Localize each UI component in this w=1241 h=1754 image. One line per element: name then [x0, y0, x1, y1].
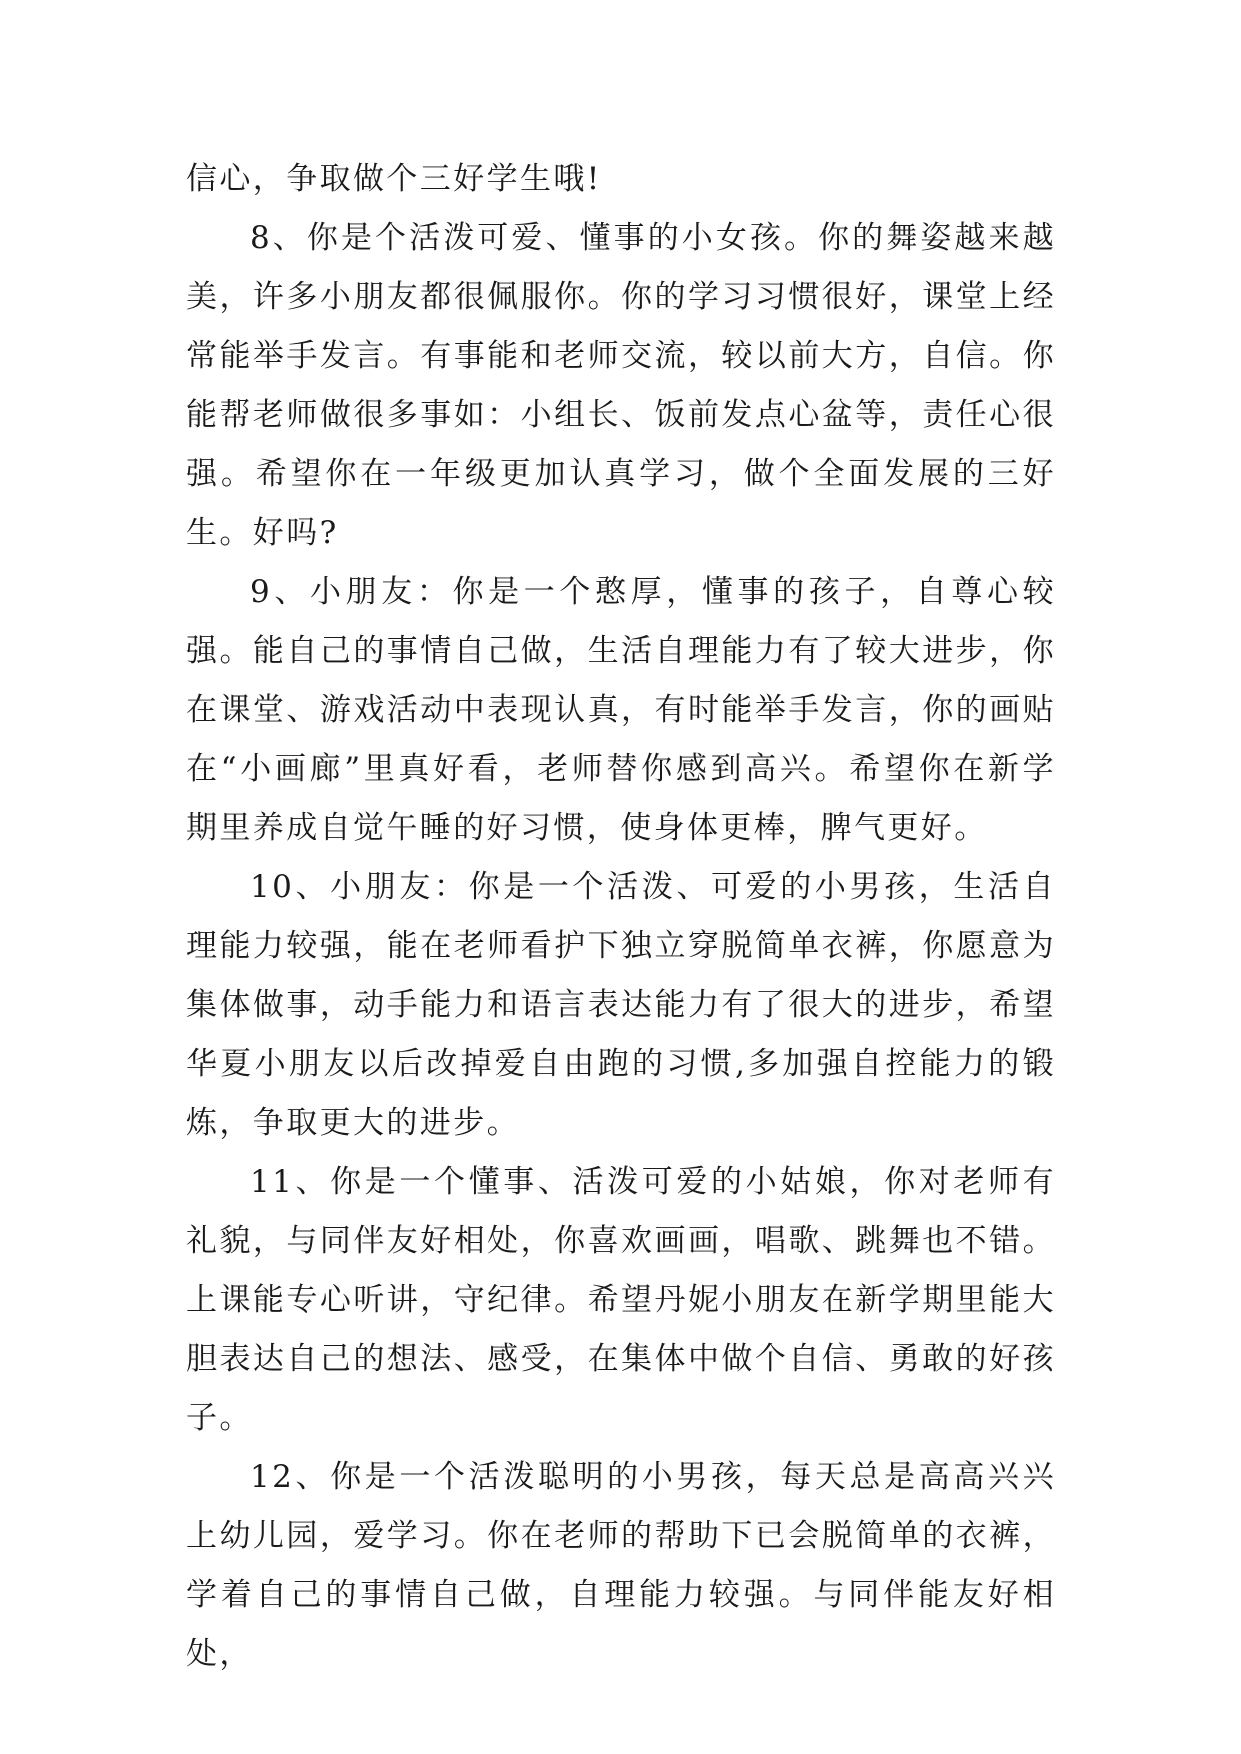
paragraph-comment-9: 9、小朋友：你是一个憨厚，懂事的孩子，自尊心较强。能自己的事情自己做，生活自理能力有了较大进步，你在课堂、游戏活动中表现认真，有时能举手发言，你的画贴在“小画廊”里真好看，老师替你感到高兴。希望你在新学期里养成自觉午睡的好习惯，使身体更棒，脾气更好。 [186, 574, 1056, 846]
paragraph-continuation: 信心，争取做个三好学生哦! [186, 161, 602, 197]
document-body [186, 150, 1056, 1684]
paragraph-comment-8: 8、你是个活泼可爱、懂事的小女孩。你的舞姿越来越美，许多小朋友都很佩服你。你的学习习惯很好，课堂上经常能举手发言。有事能和老师交流，较以前大方，自信。你能帮老师做很多事如：小组长、饭前发点心盆等，责任心很强。希望你在一年级更加认真学习，做个全面发展的三好生。好吗? [186, 220, 1056, 551]
paragraph-comment-12: 12、你是一个活泼聪明的小男孩，每天总是高高兴兴上幼儿园，爱学习。你在老师的帮助下已会脱简单的衣裤，学着自己的事情自己做，自理能力较强。与同伴能友好相处， [186, 1459, 1056, 1672]
paragraph-comment-10: 10、小朋友：你是一个活泼、可爱的小男孩，生活自理能力较强，能在老师看护下独立穿脱简单衣裤，你愿意为集体做事，动手能力和语言表达能力有了很大的进步，希望华夏小朋友以后改掉爱自由跑的习惯,多加强自控能力的锻炼，争取更大的进步。 [186, 869, 1056, 1141]
paragraph-comment-11: 11、你是一个懂事、活泼可爱的小姑娘，你对老师有礼貌，与同伴友好相处，你喜欢画画，唱歌、跳舞也不错。上课能专心听讲，守纪律。希望丹妮小朋友在新学期里能大胆表达自己的想法、感受，在集体中做个自信、勇敢的好孩子。 [186, 1164, 1056, 1436]
